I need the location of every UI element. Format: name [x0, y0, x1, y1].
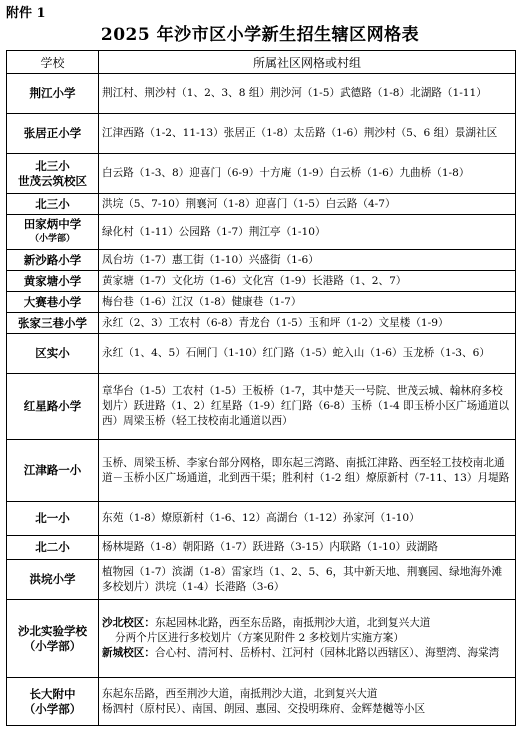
school-name: 长大附中 — [29, 686, 76, 701]
area-cell — [99, 292, 516, 313]
school-name: 江津路一小 — [7, 440, 99, 502]
area-cell — [99, 536, 516, 560]
school-name: 张家三巷小学 — [7, 313, 99, 334]
school-name: 北二小 — [7, 536, 99, 560]
school-name: 张居正小学 — [7, 114, 99, 154]
school-name: 大赛巷小学 — [7, 292, 99, 313]
table-row — [7, 560, 516, 600]
attachment-label: 附件 1 — [6, 6, 46, 21]
campus-area: 东起园林北路，西至东岳路，南抵荆沙大道，北到复兴大道 — [154, 617, 431, 629]
table-row — [7, 74, 516, 114]
table-row — [7, 440, 516, 502]
area-text: 杨泗村（原村民）、南国、朗园、惠园、交投明珠府、金辉楚樾等小区 — [102, 702, 426, 715]
district-table — [6, 50, 516, 726]
area-cell — [99, 600, 516, 678]
table-row — [7, 600, 516, 678]
area-text: 绿化村（1-11）公园路（1-7）荆江亭（1-10） — [102, 225, 326, 238]
school-name: 北三小 — [35, 158, 70, 173]
area-text — [102, 616, 512, 631]
area-text: 永红（1、4、5）石闸门（1-10）红门路（1-5）蛇入山（1-6）玉龙桥（1-3、6） — [102, 347, 490, 359]
school-name: 荆江小学 — [7, 74, 99, 114]
area-text: 东起东岳路，西至荆沙大道，南抵荆沙大道，北到复兴大道 — [102, 687, 378, 700]
school-name: 区实小 — [7, 334, 99, 374]
table-row — [7, 334, 516, 374]
area-text: 江津西路（1-2、11-13）张居正（1-8）太岳路（1-6）荆沙村（5、6 组）景湖社区 — [102, 127, 498, 139]
area-cell — [99, 74, 516, 114]
school-name-cell — [7, 154, 99, 194]
school-name-cell — [7, 600, 99, 678]
campus-label: 新城校区： — [102, 647, 155, 659]
table-row — [7, 536, 516, 560]
table-row — [7, 194, 516, 215]
area-cell — [99, 678, 516, 726]
table-row — [7, 678, 516, 726]
area-text: 分两个片区进行多校划片（方案见附件 2 多校划片实施方案） — [115, 632, 404, 644]
area-cell — [99, 271, 516, 292]
area-cell — [99, 114, 516, 154]
school-note: （小学部） — [29, 234, 75, 244]
area-text: 玉桥、周梁玉桥、李家台部分网格，即东起三湾路、南抵江津路、西至轻工技校南北通道－玉桥小区广场通道，北到西干渠；胜利村（1-2 组）燎原新村（7-11、13）月堤路 — [102, 456, 510, 484]
area-cell — [99, 374, 516, 440]
table-row — [7, 374, 516, 440]
area-text: 洪垸（5、7-10）荆襄河（1-8）迎喜门（1-5）白云路（4-7） — [102, 197, 396, 210]
campus-area: 合心村、清河村、岳桥村、江河村（园林北路以西辖区）、海塑湾、海棠湾 — [154, 647, 500, 659]
area-cell — [99, 250, 516, 271]
area-text: 凤台坊（1-7）惠工街（1-10）兴盛街（1-6） — [102, 253, 319, 266]
school-name: 北一小 — [7, 502, 99, 536]
area-text: 杨林堤路（1-8）朝阳路（1-7）跃进路（3-15）内联路（1-10）豉湖路 — [102, 541, 438, 553]
area-text: 黄家塘（1-7）文化坊（1-6）文化宫（1-9）长港路（1、2、7） — [102, 274, 407, 287]
school-name: 黄家塘小学 — [7, 271, 99, 292]
area-cell — [99, 215, 516, 250]
area-text: 东苑（1-8）燎原新村（1-6、12）高湖台（1-12）孙家河（1-10） — [102, 512, 420, 524]
school-name-cell — [7, 678, 99, 726]
school-note: （小学部） — [23, 701, 82, 716]
school-name: 新沙路小学 — [7, 250, 99, 271]
school-name: 沙北实验学校 — [18, 623, 87, 638]
area-cell — [99, 194, 516, 215]
area-cell — [99, 154, 516, 194]
school-campus: 世茂云筑校区 — [18, 173, 87, 188]
school-name: 田家炳中学 — [23, 217, 82, 231]
area-cell — [99, 502, 516, 536]
area-text: 白云路（1-3、8）迎喜门（6-9）十方庵（1-9）白云桥（1-6）九曲桥（1-8） — [102, 167, 470, 179]
area-cell — [99, 313, 516, 334]
school-name: 北三小 — [7, 194, 99, 215]
table-row — [7, 292, 516, 313]
school-name-cell — [7, 215, 99, 250]
area-text: 梅台巷（1-6）江汉（1-8）健康巷（1-7） — [102, 295, 302, 308]
page-title: 2025 年沙市区小学新生招生辖区网格表 — [100, 25, 420, 45]
table-row — [7, 313, 516, 334]
table-row — [7, 502, 516, 536]
table-row — [7, 154, 516, 194]
table-header-row — [7, 51, 516, 74]
table-row — [7, 114, 516, 154]
school-name: 红星路小学 — [7, 374, 99, 440]
area-text: 荆江村、荆沙村（1、2、3、8 组）荆沙河（1-5）武德路（1-8）北湖路（1-11） — [102, 87, 487, 99]
table-row — [7, 271, 516, 292]
table-row — [7, 250, 516, 271]
school-note: （小学部） — [23, 638, 82, 653]
table-row — [7, 215, 516, 250]
campus-label: 沙北校区： — [102, 617, 155, 629]
area-text — [102, 646, 512, 661]
area-text: 永红（2、3）工农村（6-8）青龙台（1-5）玉和坪（1-2）文星楼（1-9） — [102, 316, 449, 329]
area-cell — [99, 560, 516, 600]
area-text: 植物园（1-7）滨湖（1-8）雷家垱（1、2、5、6，其中新天地、荆襄园、绿地海外滩多校划片）洪垸（1-4）长港路（3-6） — [102, 565, 503, 593]
area-cell — [99, 334, 516, 374]
area-cell — [99, 440, 516, 502]
header-area: 所属社区网格或村组 — [99, 51, 516, 74]
school-name: 洪垸小学 — [7, 560, 99, 600]
area-text: 章华台（1-5）工农村（1-5）王板桥（1-7，其中楚天一号院、世茂云城、翰林府多校划片）跃进路（1、2）红星路（1-9）红门路（6-8）玉桥（1-4 即玉桥小区广场通道以西）周梁玉桥（轻工技校南北通道以西） — [102, 385, 510, 427]
header-school: 学校 — [7, 51, 99, 74]
